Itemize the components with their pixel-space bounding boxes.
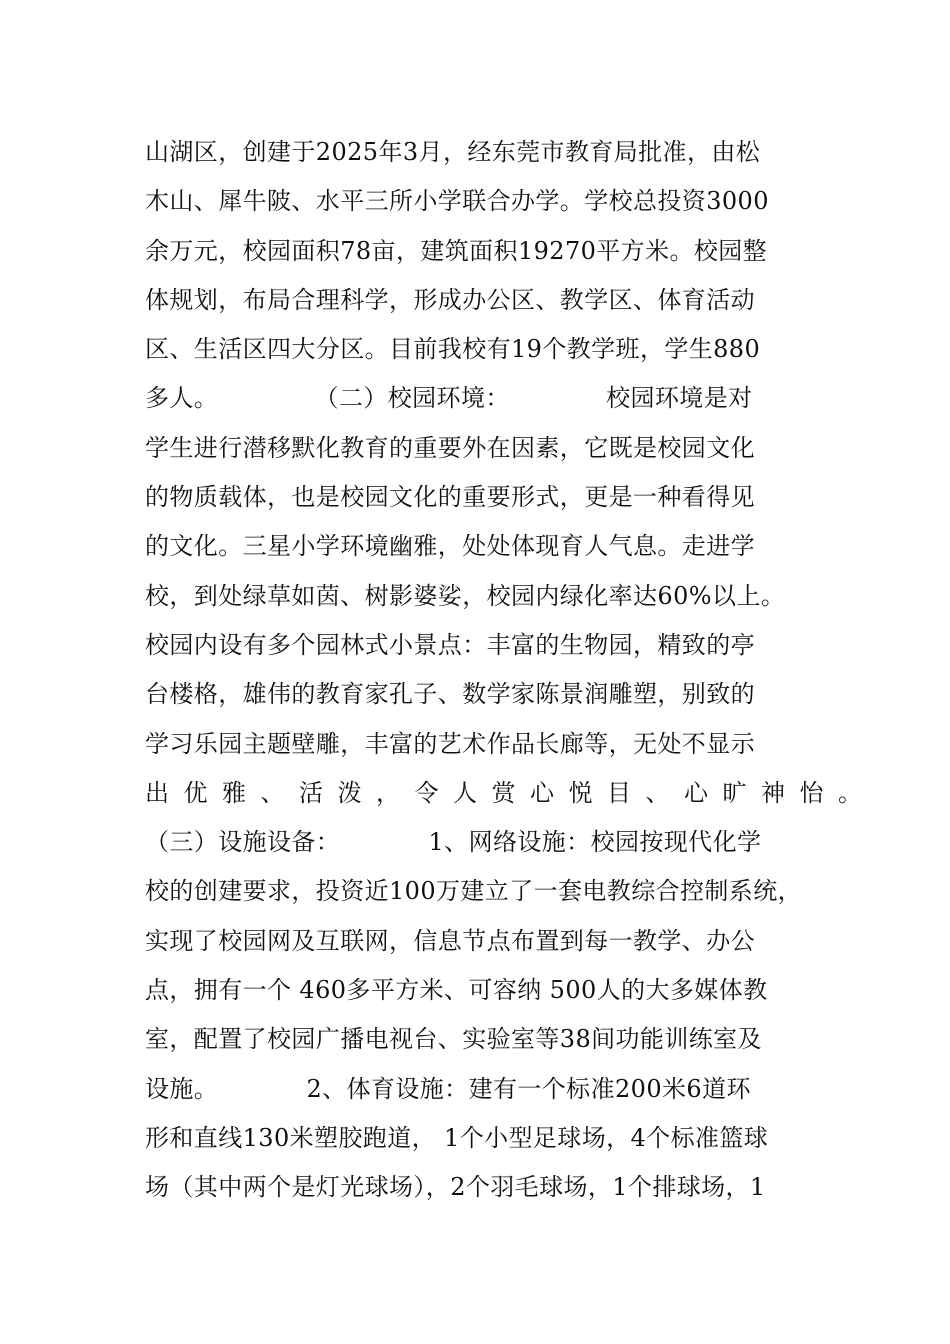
text-line: 山湖区，创建于2025年3月，经东莞市教育局批准，由松 [145, 138, 761, 166]
text-line: 多人。 （二）校园环境： 校园环境是对 [145, 384, 753, 413]
text-line: 设施。 2、体育设施：建有一个标准200米6道环 [145, 1074, 751, 1103]
text-line: 的文化。三星小学环境幽雅，处处体现育人气息。走进学 [145, 532, 755, 561]
text-line: 余万元，校园面积78亩，建筑面积19270平方米。校园整 [145, 236, 768, 265]
text-line: 校园内设有多个园林式小景点：丰富的生物园，精致的亭 [145, 630, 755, 659]
text-line: 区、生活区四大分区。目前我校有19个教学班，学生880 [145, 335, 761, 364]
text-line: 场（其中两个是灯光球场），2个羽毛球场，1个排球场，1 [145, 1173, 766, 1202]
text-line: 实现了校园网及互联网，信息节点布置到每一教学、办公 [145, 926, 755, 955]
text-line: 校，到处绿草如茵、树影婆娑，校园内绿化率达60%以上。 [145, 581, 786, 610]
text-line: 室，配置了校园广播电视台、实验室等38间功能训练室及 [145, 1025, 762, 1054]
text-line: 点，拥有一个 460多平方米、可容纳 500人的大多媒体教 [145, 976, 768, 1005]
text-line: 体规划，布局合理科学，形成办公区、教学区、体育活动 [145, 285, 755, 314]
text-line: 学生进行潜移默化教育的重要外在因素，它既是校园文化 [145, 433, 755, 462]
text-line: 出优雅、活泼，令人赏心悦目、心旷神怡。 [145, 778, 877, 807]
text-line: 学习乐园主题壁雕，丰富的艺术作品长廊等，无处不显示 [145, 729, 755, 758]
text-line: 台楼格，雄伟的教育家孔子、数学家陈景润雕塑，别致的 [145, 680, 755, 709]
text-line: 校的创建要求，投资近100万建立了一套电教综合控制系统， [145, 877, 803, 906]
body-text [145, 128, 877, 1213]
text-line: 木山、犀牛陂、水平三所小学联合办学。学校总投资3000 [145, 187, 769, 216]
text-line: （三）设施设备： 1、网络设施：校园按现代化学 [145, 828, 762, 857]
text-line: 的物质载体，也是校园文化的重要形式，更是一种看得见 [145, 483, 755, 512]
text-line: 形和直线130米塑胶跑道， 1个小型足球场，4个标准篮球 [145, 1123, 769, 1152]
